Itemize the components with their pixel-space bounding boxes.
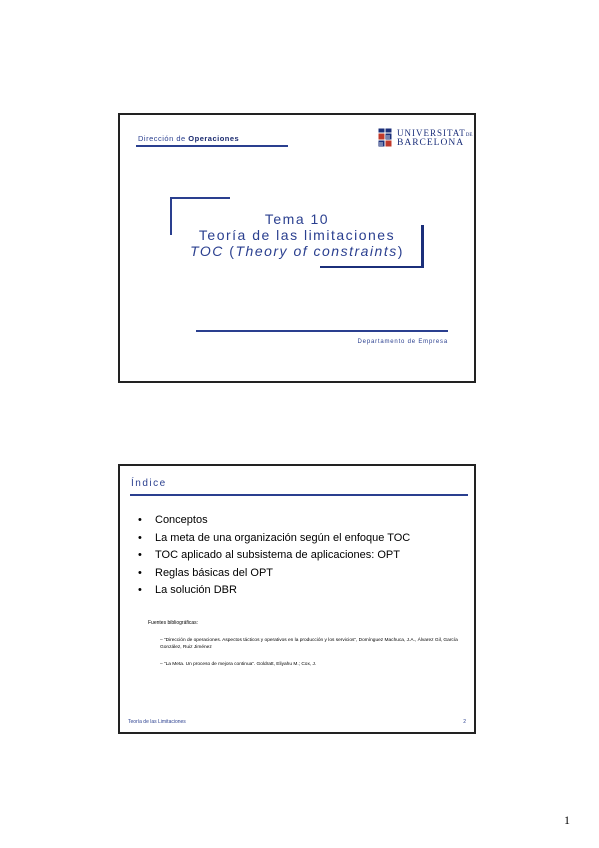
reference-item: – “La Meta. Un proceso de mejora continua”. Goldratt, Eliyahu M.; Cox, J. [160,661,460,668]
index-slide [118,464,476,734]
index-title-rule [130,494,468,496]
title-slide [118,113,476,383]
university-crest-icon [378,128,392,148]
title-bracket-top [170,197,230,199]
list-item: • La solución DBR [138,582,410,600]
title-line1: Tema 10 [264,211,330,227]
department-label: Departamento de Empresa [357,339,448,345]
slide-number: 2 [463,719,466,725]
list-item: • Reglas básicas del OPT [138,565,410,583]
title-line2: Teoría de las limitaciones [198,227,396,243]
title-line3: TOC (Theory of constraints) [190,243,404,259]
logo-line2: BARCELONA [397,138,465,148]
index-title: Índice [131,478,167,489]
sources-heading: Fuentes bibliográficas: [148,620,199,626]
reference-item: – “Dirección de operaciones. Aspectos tácticos y operativos en la producción y los servicios”, Domínguez Machuca, J.A., Álvarez Gil, García González, Ruiz Jiménez [160,637,460,651]
list-item: • La meta de una organización según el enfoque TOC [138,530,410,548]
header-rule [136,145,288,147]
university-logo [378,127,472,151]
list-item: • TOC aplicado al subsistema de aplicaciones: OPT [138,547,410,565]
logo-line1-suffix: DE [465,133,473,138]
page-number: 1 [564,813,570,827]
slide-header [138,134,239,143]
list-item: • Conceptos [138,512,410,530]
logo-line1: UNIVERSITATDE [397,128,473,138]
index-list [138,512,410,600]
header-bold: Operaciones [188,134,240,143]
footer-rule [196,330,448,332]
slide-title [172,211,422,260]
slide-footer-title: Teoría de las Limitaciones [128,719,186,725]
header-prefix: Dirección de [138,134,189,143]
title-bracket-bottom [320,266,424,268]
